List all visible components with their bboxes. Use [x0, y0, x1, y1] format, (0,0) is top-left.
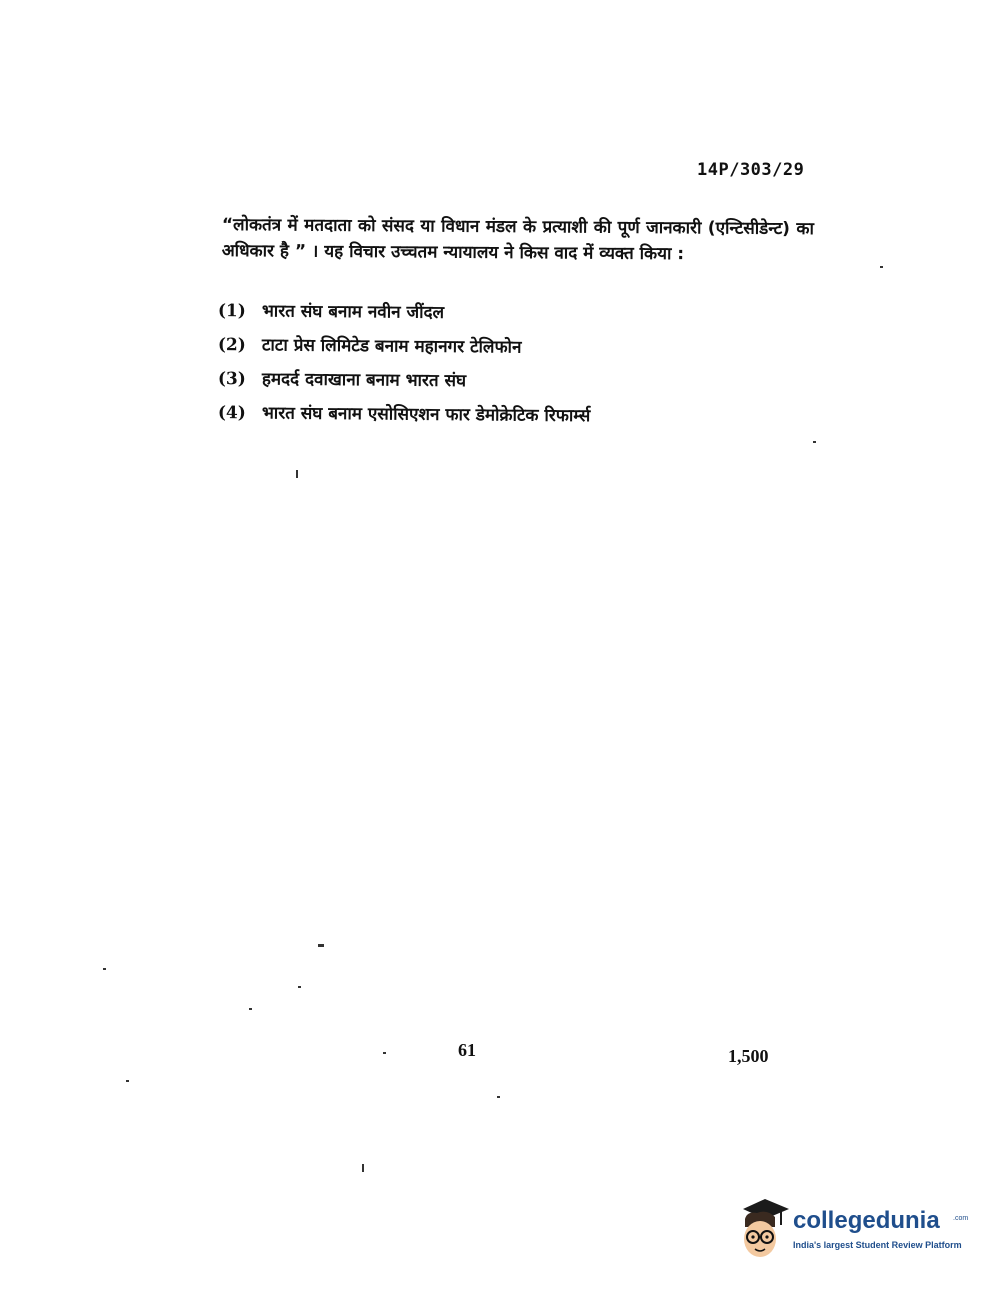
- scan-speck: [497, 1096, 500, 1098]
- logo-domain-suffix: .com: [953, 1215, 969, 1222]
- scan-speck: [318, 944, 324, 947]
- scan-speck: [126, 1080, 129, 1082]
- scan-speck: [880, 266, 883, 268]
- question-text: “लोकतंत्र में मतदाता को संसद या विधान मंडल के प्रत्याशी की पूर्ण जानकारी (एन्टिसीडेन्ट) का अधिकार है ” । यह विचार उच्चतम न्यायालय ने किस वाद में व्यक्त किया :: [221, 214, 814, 265]
- scan-speck: [296, 470, 298, 478]
- option-4: [218, 400, 778, 439]
- option-text: भारत संघ बनाम नवीन जींदल: [261, 301, 445, 323]
- option-text: हमदर्द दवाखाना बनाम भारत संघ: [261, 369, 467, 392]
- scan-speck: [103, 968, 106, 970]
- page-number: 61: [458, 1040, 476, 1060]
- option-number: (3): [217, 368, 246, 390]
- option-3: [218, 366, 778, 405]
- scan-speck: [362, 1164, 364, 1172]
- scan-speck: [249, 1008, 252, 1010]
- option-text: टाटा प्रेस लिमिटेड बनाम महानगर टेलिफोन: [261, 335, 522, 358]
- student-mascot-icon: [735, 1195, 793, 1265]
- option-number: (2): [217, 334, 246, 356]
- option-2: [218, 332, 778, 371]
- options-list: [218, 298, 778, 434]
- paper-code: 14P/303/29: [697, 160, 805, 180]
- option-text: भारत संघ बनाम एसोसिएशन फार डेमोक्रेटिक रिफार्म्स: [261, 403, 591, 427]
- scan-speck: [813, 441, 816, 443]
- collegedunia-logo: [735, 1195, 969, 1265]
- option-number: (4): [217, 402, 246, 424]
- option-1: [218, 298, 778, 337]
- scan-speck: [383, 1052, 386, 1054]
- logo-wordmark: collegedunia: [793, 1207, 940, 1234]
- scan-speck: [298, 986, 301, 988]
- logo-tagline: India's largest Student Review Platform: [793, 1240, 962, 1250]
- copy-count: 1,500: [728, 1046, 769, 1066]
- option-number: (1): [217, 300, 246, 322]
